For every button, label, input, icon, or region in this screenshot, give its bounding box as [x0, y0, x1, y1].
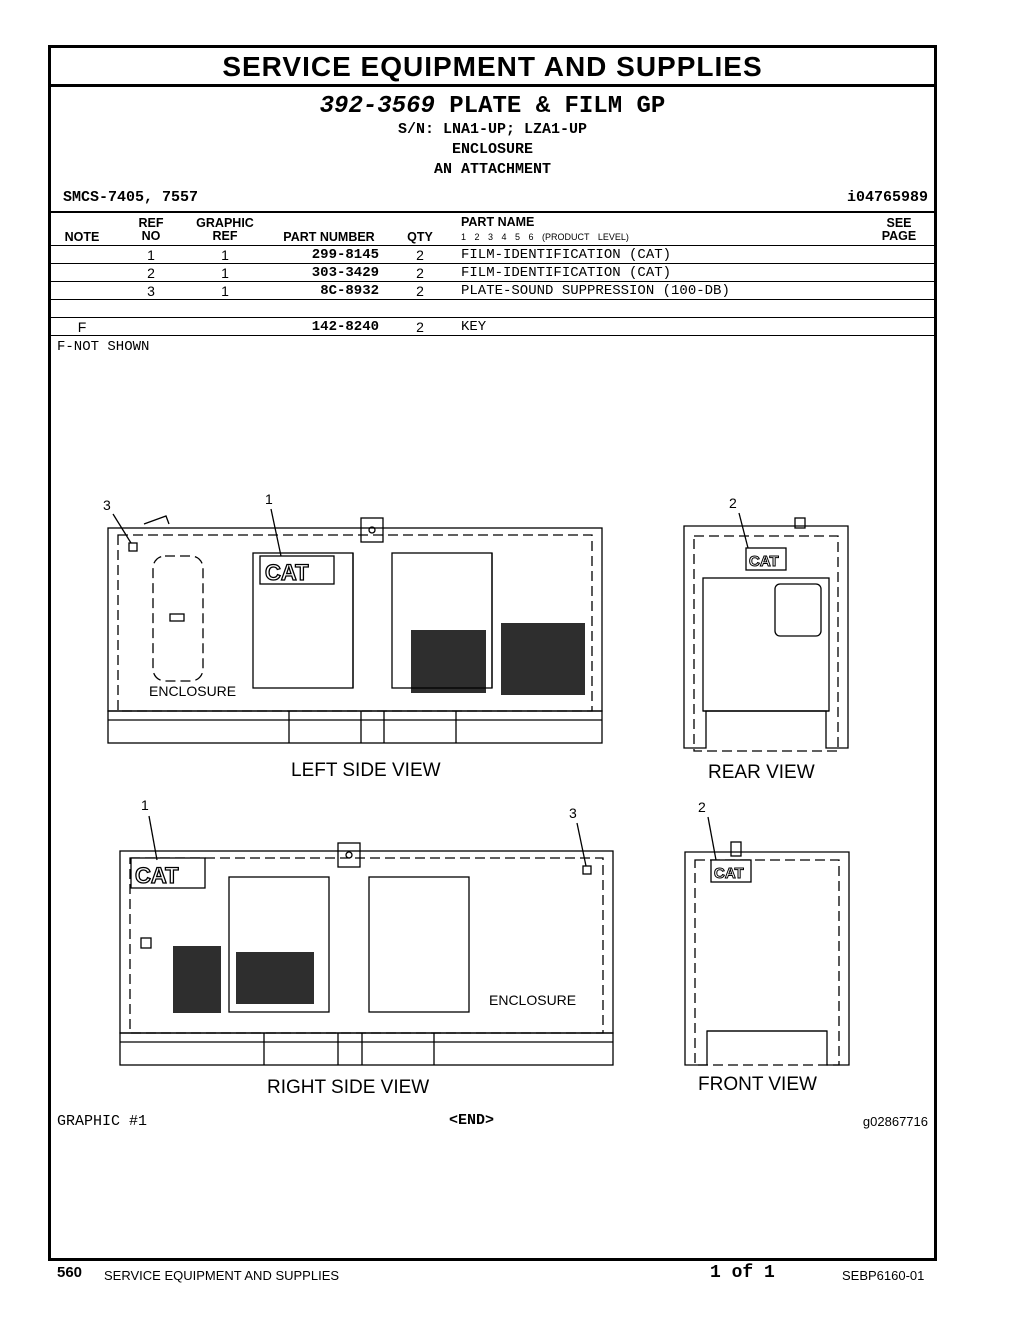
- right-side-view: [120, 797, 613, 1098]
- cell-qty: 2: [416, 283, 424, 299]
- cat-logo-2: [746, 548, 786, 570]
- cat-logo-4: [711, 860, 751, 882]
- product-levels: 1 2 3 4 5 6 (PRODUCT LEVEL): [461, 232, 629, 242]
- cell-ref: 1: [147, 247, 155, 263]
- col-note: NOTE: [64, 230, 100, 244]
- callout-1: 1: [141, 797, 149, 813]
- cell-qty: 2: [416, 247, 424, 263]
- col-qty: QTY: [407, 230, 433, 244]
- cell-part-name: FILM-IDENTIFICATION (CAT): [461, 265, 672, 281]
- cat-logo-3: [131, 858, 205, 888]
- info-id: i04765989: [846, 189, 928, 206]
- page-frame: [48, 45, 937, 1261]
- col-see-page-line1: SEE: [886, 216, 912, 230]
- cell-part-number: 142-8240: [311, 319, 379, 335]
- cell-part-name: PLATE-SOUND SUPPRESSION (100-DB): [461, 283, 730, 299]
- rear-view-label: REAR VIEW: [708, 762, 815, 783]
- col-ref-no-line1: REF: [138, 216, 164, 230]
- cell-ref: 2: [147, 265, 155, 281]
- header-line-enclosure: ENCLOSURE: [451, 141, 533, 158]
- right-side-view-label: RIGHT SIDE VIEW: [267, 1077, 430, 1098]
- cell-part-number: 303-3429: [311, 265, 379, 281]
- enclosure-label: ENCLOSURE: [489, 992, 577, 1008]
- cell-graphic-ref: 1: [221, 247, 229, 263]
- doc-number: SEBP6160-01: [842, 1268, 925, 1283]
- cell-qty: 2: [416, 319, 424, 335]
- col-graphic-ref-line1: GRAPHIC: [196, 216, 254, 230]
- callout-2: 2: [698, 799, 706, 815]
- cell-note: F: [77, 319, 87, 335]
- cell-graphic-ref: 1: [221, 265, 229, 281]
- enclosure-illustration: [51, 48, 934, 1258]
- cat-logo-text: CAT: [265, 560, 309, 585]
- cell-part-name: KEY: [461, 319, 487, 335]
- col-ref-no-line2: NO: [141, 229, 161, 243]
- footer-section: SERVICE EQUIPMENT AND SUPPLIES: [104, 1268, 340, 1283]
- page-of: 1 of 1: [710, 1263, 775, 1283]
- cell-graphic-ref: 1: [221, 283, 229, 299]
- col-part-name: PART NAME: [461, 215, 535, 229]
- graphic-id: g02867716: [862, 1114, 928, 1129]
- smcs-code: SMCS-7405, 7557: [63, 189, 199, 206]
- cat-logo-text: CAT: [135, 863, 179, 888]
- rear-view: [684, 495, 848, 783]
- cell-part-number: 8C-8932: [320, 283, 379, 299]
- page-title: SERVICE EQUIPMENT AND SUPPLIES: [51, 48, 934, 87]
- cell-ref: 3: [147, 283, 155, 299]
- col-part-number: PART NUMBER: [283, 230, 375, 244]
- graphic-number: GRAPHIC #1: [57, 1113, 148, 1130]
- header-line-attachment: AN ATTACHMENT: [433, 161, 552, 178]
- col-graphic-ref-line2: REF: [212, 229, 238, 243]
- left-side-view: [103, 491, 602, 781]
- footnote: F-NOT SHOWN: [57, 339, 150, 355]
- cat-logo-text: CAT: [714, 865, 744, 882]
- enclosure-label: ENCLOSURE: [149, 683, 237, 699]
- end-marker: <END>: [449, 1112, 495, 1129]
- cell-part-name: FILM-IDENTIFICATION (CAT): [461, 247, 672, 263]
- col-see-page-line2: PAGE: [881, 229, 917, 243]
- cell-qty: 2: [416, 265, 424, 281]
- callout-2: 2: [729, 495, 737, 511]
- part-title: PLATE & FILM GP: [449, 93, 666, 120]
- cell-part-number: 299-8145: [311, 247, 379, 263]
- serial-range: S/N: LNA1-UP; LZA1-UP: [397, 121, 588, 138]
- page-number: 560: [57, 1264, 83, 1281]
- cat-logo-text: CAT: [749, 553, 779, 570]
- callout-3: 3: [569, 805, 577, 821]
- callout-1: 1: [265, 491, 273, 507]
- part-number: 392-3569: [319, 93, 435, 120]
- front-view: [685, 799, 849, 1095]
- callout-3: 3: [103, 497, 111, 513]
- cat-logo-1: [260, 556, 334, 585]
- left-side-view-label: LEFT SIDE VIEW: [291, 760, 441, 781]
- front-view-label: FRONT VIEW: [698, 1074, 817, 1095]
